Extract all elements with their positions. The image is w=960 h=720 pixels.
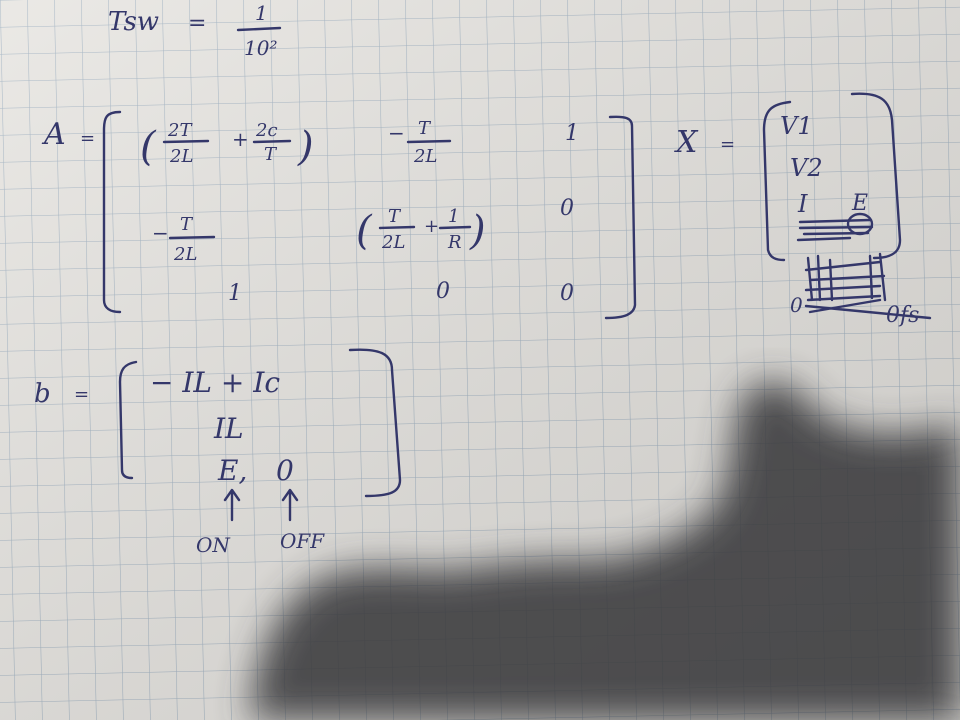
A-r2c2-b-bar bbox=[440, 227, 470, 228]
A-r2c2-a-num: T bbox=[388, 206, 401, 227]
tsw-numerator: 1 bbox=[255, 1, 268, 25]
vector-b-row1: − IL + Ic bbox=[150, 366, 281, 399]
A-r3c3: 0 bbox=[560, 281, 574, 306]
vector-X-equals: = bbox=[720, 134, 736, 155]
A-r1c1-open-paren: ( bbox=[140, 124, 156, 170]
A-r3c2: 0 bbox=[436, 279, 450, 304]
A-r1c1-a-bar bbox=[164, 141, 208, 142]
A-r1c1-b-num: 2c bbox=[256, 120, 278, 141]
A-r1c2-bar bbox=[408, 141, 450, 142]
tsw-label: Tsw bbox=[108, 7, 160, 37]
tsw-equals: = bbox=[188, 11, 207, 36]
A-r2c2-close-paren: ) bbox=[470, 208, 486, 254]
vector-b-off-label: OFF bbox=[280, 529, 325, 553]
A-r1c1-b-bar bbox=[254, 141, 290, 142]
matrix-A-equals: = bbox=[80, 128, 96, 149]
A-r2c3: 0 bbox=[560, 196, 574, 221]
vector-X-low-right: 0fs bbox=[886, 303, 920, 328]
A-r2c1-den: 2L bbox=[174, 244, 198, 265]
vector-X-v2: V2 bbox=[790, 154, 823, 182]
A-r1c2-den: 2L bbox=[414, 146, 438, 167]
vector-X-e: E bbox=[852, 191, 869, 216]
A-r2c2-b-num: 1 bbox=[448, 206, 460, 227]
A-r2c2-a-bar bbox=[380, 227, 414, 228]
A-r1c1-b-den: T bbox=[264, 144, 277, 165]
vector-X-low-left: 0 bbox=[790, 293, 803, 317]
vector-X-label: X bbox=[676, 125, 698, 160]
vector-b-row3-e: E, bbox=[218, 454, 248, 487]
A-r2c1-minus: − bbox=[152, 221, 169, 245]
A-r1c3: 1 bbox=[565, 121, 579, 146]
A-r2c1-bar bbox=[170, 237, 214, 238]
A-r2c2-open-paren: ( bbox=[356, 208, 372, 254]
vector-b-on-label: ON bbox=[196, 533, 230, 557]
vector-b-label: b bbox=[34, 379, 51, 409]
vector-X-i: I bbox=[798, 190, 808, 218]
vector-X-v1: V1 bbox=[780, 112, 813, 140]
vector-b-row2: IL bbox=[214, 412, 244, 445]
A-r1c1-plus: + bbox=[232, 127, 249, 151]
A-r2c1-num: T bbox=[180, 214, 193, 235]
vector-b-equals: = bbox=[74, 384, 90, 405]
A-r1c2-num: T bbox=[418, 118, 431, 139]
vector-b-row3-zero: 0 bbox=[276, 454, 294, 487]
A-r2c2-plus: + bbox=[424, 216, 440, 237]
A-r1c1-close-paren: ) bbox=[298, 124, 314, 170]
A-r2c2-b-den: R bbox=[448, 232, 462, 253]
A-r3c1: 1 bbox=[228, 281, 242, 306]
A-r2c2-a-den: 2L bbox=[382, 232, 406, 253]
A-r1c1-a-den: 2L bbox=[170, 146, 194, 167]
matrix-A-label: A bbox=[44, 117, 66, 152]
A-r1c2-minus: − bbox=[388, 121, 405, 145]
tsw-denominator: 10² bbox=[244, 36, 278, 60]
A-r1c1-a-num: 2T bbox=[168, 120, 192, 141]
